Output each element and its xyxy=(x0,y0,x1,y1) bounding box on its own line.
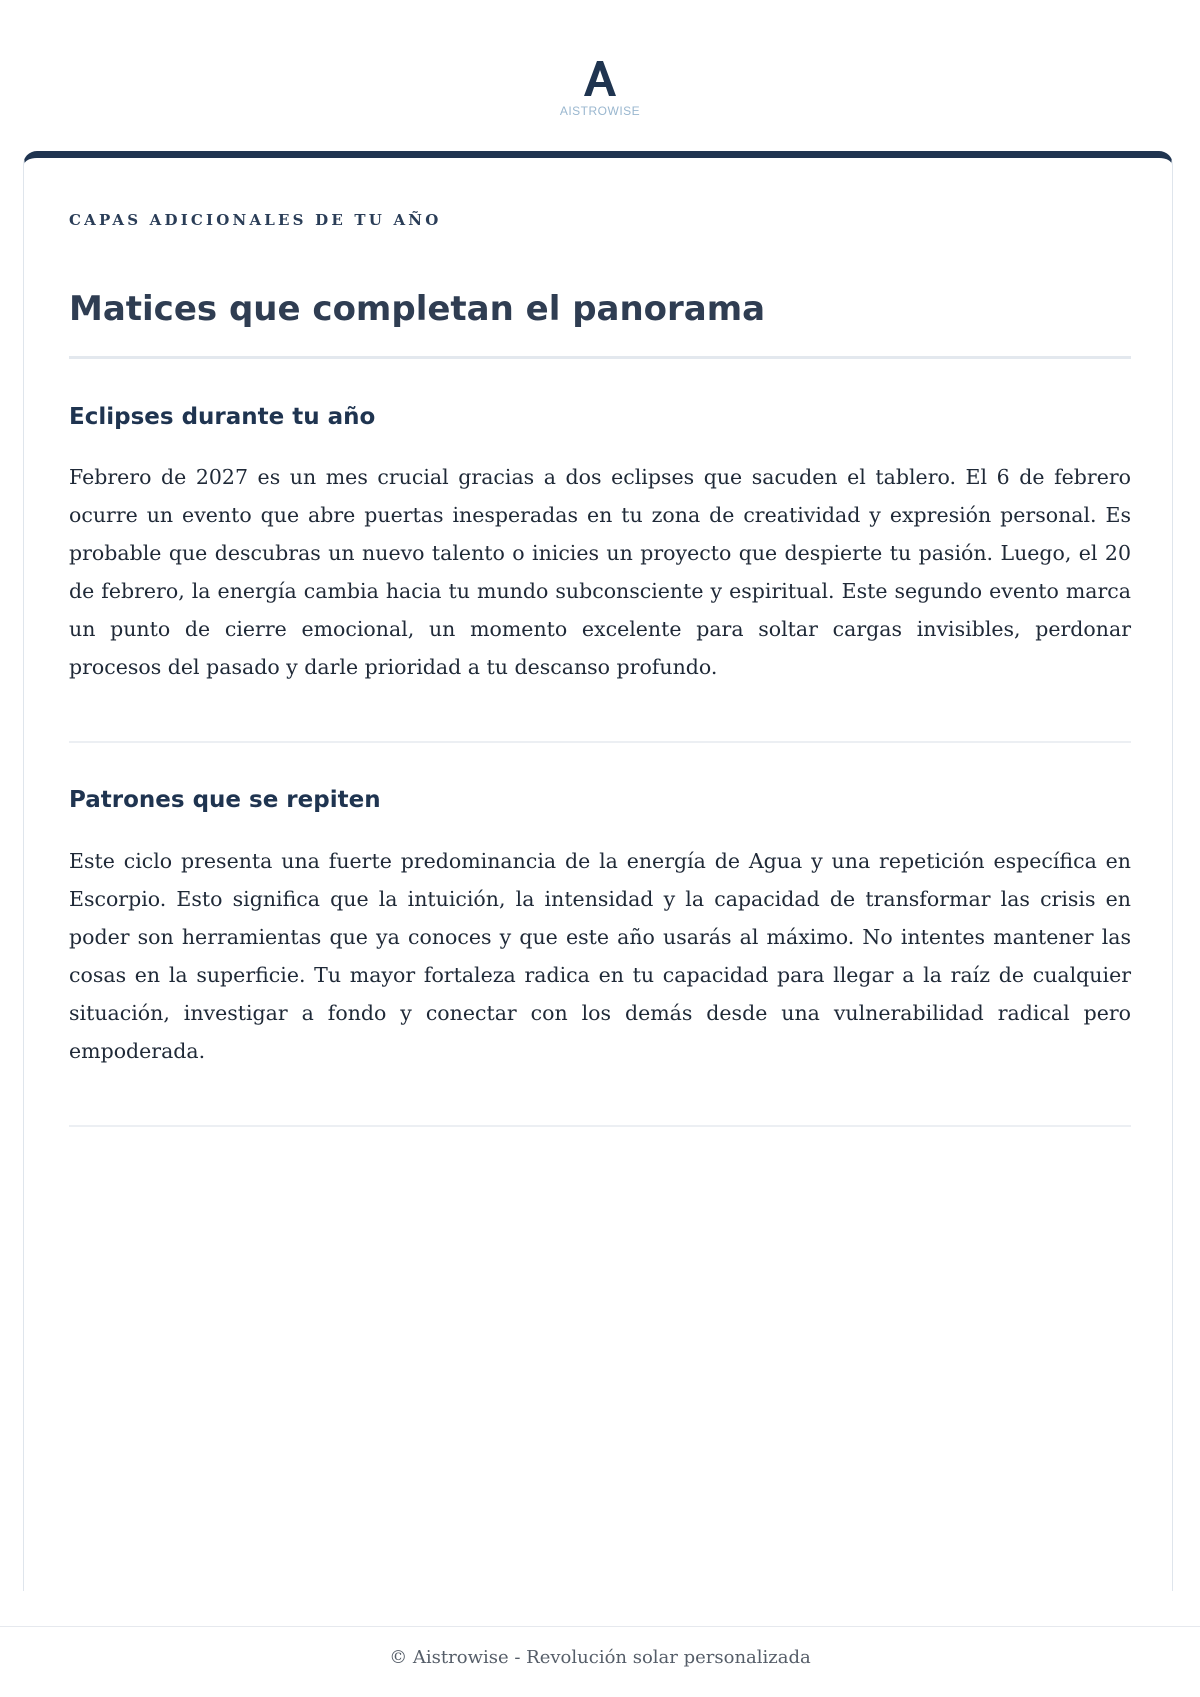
letter-a-logo-icon xyxy=(580,58,620,98)
section-divider xyxy=(69,1125,1131,1127)
section-title-patterns: Patrones que se repiten xyxy=(69,787,381,813)
section-eyebrow: CAPAS ADICIONALES DE TU AÑO xyxy=(69,211,442,229)
section-divider xyxy=(69,741,1131,743)
section-body-eclipses: Febrero de 2027 es un mes crucial gracias a dos eclipses que sacuden el tablero. El 6 de febrero ocurre un evento que abre puertas inesperadas en tu zona de creatividad y expresión personal. Es probable que descubras un nuevo talento o inicies un proyecto que despierte tu pasión. Luego, el 20 de febrero, la energía cambia hacia tu mundo subconsciente y espiritual. Este segundo evento marca un punto de cierre emocional, un momento excelente para soltar cargas invisibles, perdonar procesos del pasado y darle prioridad a tu descanso profundo. xyxy=(69,465,1131,679)
content-card xyxy=(23,151,1173,1591)
section-title-eclipses: Eclipses durante tu año xyxy=(69,404,376,430)
footer-copyright: © Aistrowise - Revolución solar personalizada xyxy=(389,1647,811,1668)
brand-name: AISTROWISE xyxy=(559,104,641,118)
section-body-patterns: Este ciclo presenta una fuerte predominancia de la energía de Agua y una repetición específica en Escorpio. Esto significa que la intuición, la intensidad y la capacidad de transformar las crisis en poder son herramientas que ya conoces y que este año usarás al máximo. No intentes mantener las cosas en la superficie. Tu mayor fortaleza radica en tu capacidad para llegar a la raíz de cualquier situación, investigar a fondo y conectar con los demás desde una vulnerabilidad radical pero empoderada. xyxy=(69,849,1131,1063)
footer-divider xyxy=(0,1626,1200,1627)
title-divider xyxy=(69,356,1131,359)
card-content xyxy=(69,210,1131,1127)
page-title: Matices que completan el panorama xyxy=(69,289,766,329)
brand-logo xyxy=(0,58,1200,118)
